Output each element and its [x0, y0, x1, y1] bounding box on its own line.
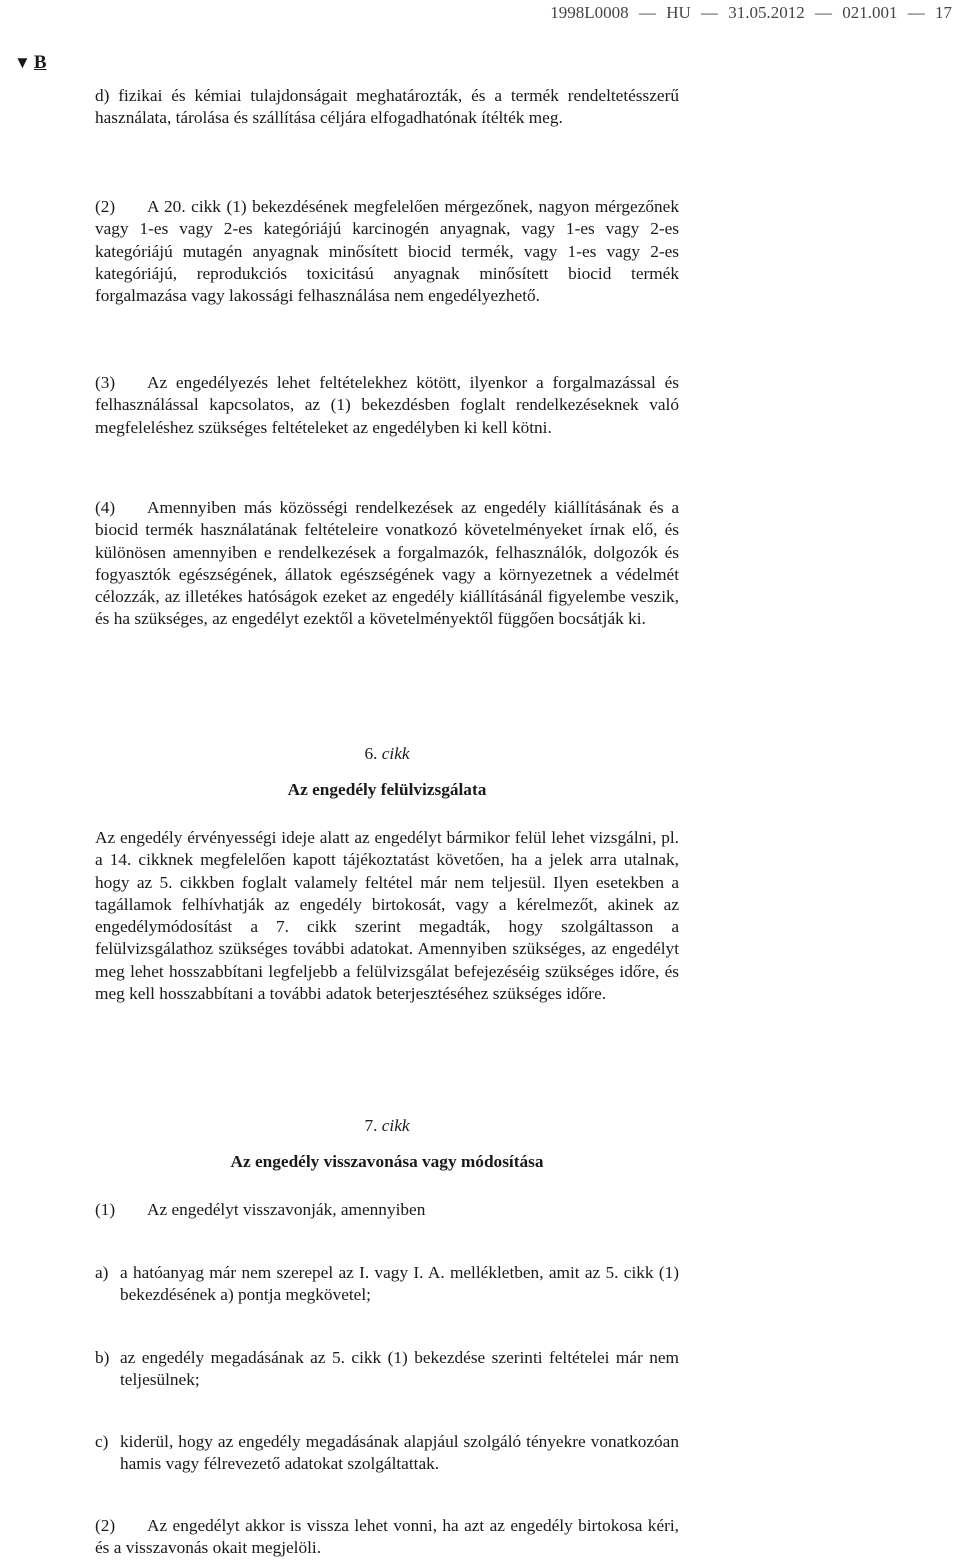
list-item-letter: a) — [95, 1263, 109, 1282]
consolidation-marker — [14, 52, 47, 74]
header-page-number: 17 — [935, 3, 952, 22]
list-item — [95, 1347, 679, 1392]
article-7-number — [95, 1115, 679, 1137]
list-item-text: kiderül, hogy az engedély megadásának alapjául szolgáló tényekre vonatkozóan hamis vagy félrevezető adatokat szolgáltattak. — [120, 1432, 679, 1474]
article-7-paragraph-2-text: Az engedélyt akkor is vissza lehet vonni, ha azt az engedély birtokosa kéri, és a visszavonás okait megjelöli. — [95, 1516, 679, 1558]
list-item-text: az engedély megadásának az 5. cikk (1) bekezdése szerinti feltételei már nem teljesülnek; — [120, 1348, 679, 1390]
header-version: 021.001 — [842, 3, 898, 22]
paragraph-2-text: A 20. cikk (1) bekezdésének megfelelően mérgezőnek, nagyon mérgezőnek vagy 1-es vagy 2-es kategóriájú karcinogén anyagnak, vagy 1-es vagy 2-es kategóriájú mutagén anyagnak minősített biocid termék, vagy 1-es vagy 2-es kategóriájú, reprodukciós toxicitású anyagnak minősített biocid termék forgalmazása vagy lakossági felhasználása nem engedélyezhető. — [95, 197, 679, 306]
article-6-title-text: Az engedély felülvizsgálata — [287, 780, 487, 799]
list-item-letter: c) — [95, 1432, 109, 1451]
paragraph-3-number: (3) — [95, 373, 116, 392]
list-item-text: a hatóanyag már nem szerepel az I. vagy I. A. mellékletben, amit az 5. cikk (1) bekezdésének a) pontja megkövetel; — [120, 1263, 679, 1305]
article-7-title-text: Az engedély visszavonása vagy módosítása — [230, 1152, 544, 1171]
article-7-paragraph-1 — [95, 1199, 679, 1221]
list-item — [95, 1262, 679, 1307]
article-6-word: cikk — [381, 744, 410, 763]
article-6-title — [95, 779, 679, 801]
paragraph-3 — [95, 372, 679, 439]
list-item — [95, 1431, 679, 1476]
header-lang: HU — [666, 3, 691, 22]
article-7-paragraph-2 — [95, 1515, 679, 1560]
article-7-num: 7. — [364, 1116, 378, 1135]
paragraph-4-text: Amennyiben más közösségi rendelkezések az engedély kiállításának és a biocid termék használatának feltételeire vonatkozó követelményeket írnak elő, és különösen amennyiben e rendelkezések a forgalmazók, felhasználók, dolgozók és fogyasztók egészségének, állatok egészségének vagy a környezetnek a védelmét célozzák, az illetékes hatóságok ezeket az engedély kiállításánál figyelembe veszik, és ha szükséges, az engedélyt ezektől a követelményektől függően bocsátják ki. — [95, 498, 679, 629]
paragraph-3-text: Az engedélyezés lehet feltételekhez kötött, ilyenkor a forgalmazással és felhasználással kapcsolatos, az (1) bekezdésben foglalt rendelkezéseknek való megfeleléshez szükséges feltételeket az engedélyben ki kell kötni. — [95, 373, 679, 437]
article-7-paragraph-1-text: Az engedélyt visszavonják, amennyiben — [147, 1200, 426, 1219]
header-doc-id: 1998L0008 — [550, 3, 629, 22]
paragraph-4-number: (4) — [95, 498, 116, 517]
header-date: 31.05.2012 — [728, 3, 805, 22]
article-7-paragraph-1-number: (1) — [95, 1200, 116, 1219]
paragraph-4 — [95, 497, 679, 631]
article-7-paragraph-2-number: (2) — [95, 1516, 116, 1535]
article-7-word: cikk — [381, 1116, 410, 1135]
paragraph-2-number: (2) — [95, 197, 116, 216]
item-d-text: d) fizikai és kémiai tulajdonságait meghatározták, és a termék rendeltetésszerű használata, tárolása és szállítása céljára elfogadhatónak ítélték meg. — [95, 86, 679, 128]
article-6-paragraph — [95, 827, 679, 1005]
page-header: 1998L0008 — HU — 31.05.2012 — 021.001 — 17 — [550, 3, 952, 22]
article-6-number — [95, 743, 679, 765]
item-d-paragraph — [95, 85, 679, 130]
marker-label: B — [33, 52, 47, 73]
list-item-letter: b) — [95, 1348, 110, 1367]
article-7-title — [95, 1151, 679, 1173]
paragraph-2 — [95, 196, 679, 307]
article-6-text: Az engedély érvényességi ideje alatt az engedélyt bármikor felül lehet vizsgálni, pl. a 14. cikknek megfelelően kapott tájékoztatást követően, ha a jelek arra utalnak, hogy az 5. cikkben foglalt valamely feltétel már nem teljesül. Ilyen esetekben a tagállamok felhívhatják az engedély birtokosát, vagy a kérelmezőt, akinek az engedélymódosítást a 7. cikk szerint megadták, hogy szolgáltasson a felülvizsgálathoz szükséges további adatokat. Amennyiben szükséges, az engedélyt meg lehet hosszabbítani legfeljebb a felülvizsgálat befejezéséig szükséges időre, és meg kell hosszabbítani a további adatok beterjesztéséhez szükséges időre. — [95, 828, 679, 1004]
article-6-num: 6. — [364, 744, 378, 763]
triangle-down-icon: ▼ — [14, 53, 31, 72]
